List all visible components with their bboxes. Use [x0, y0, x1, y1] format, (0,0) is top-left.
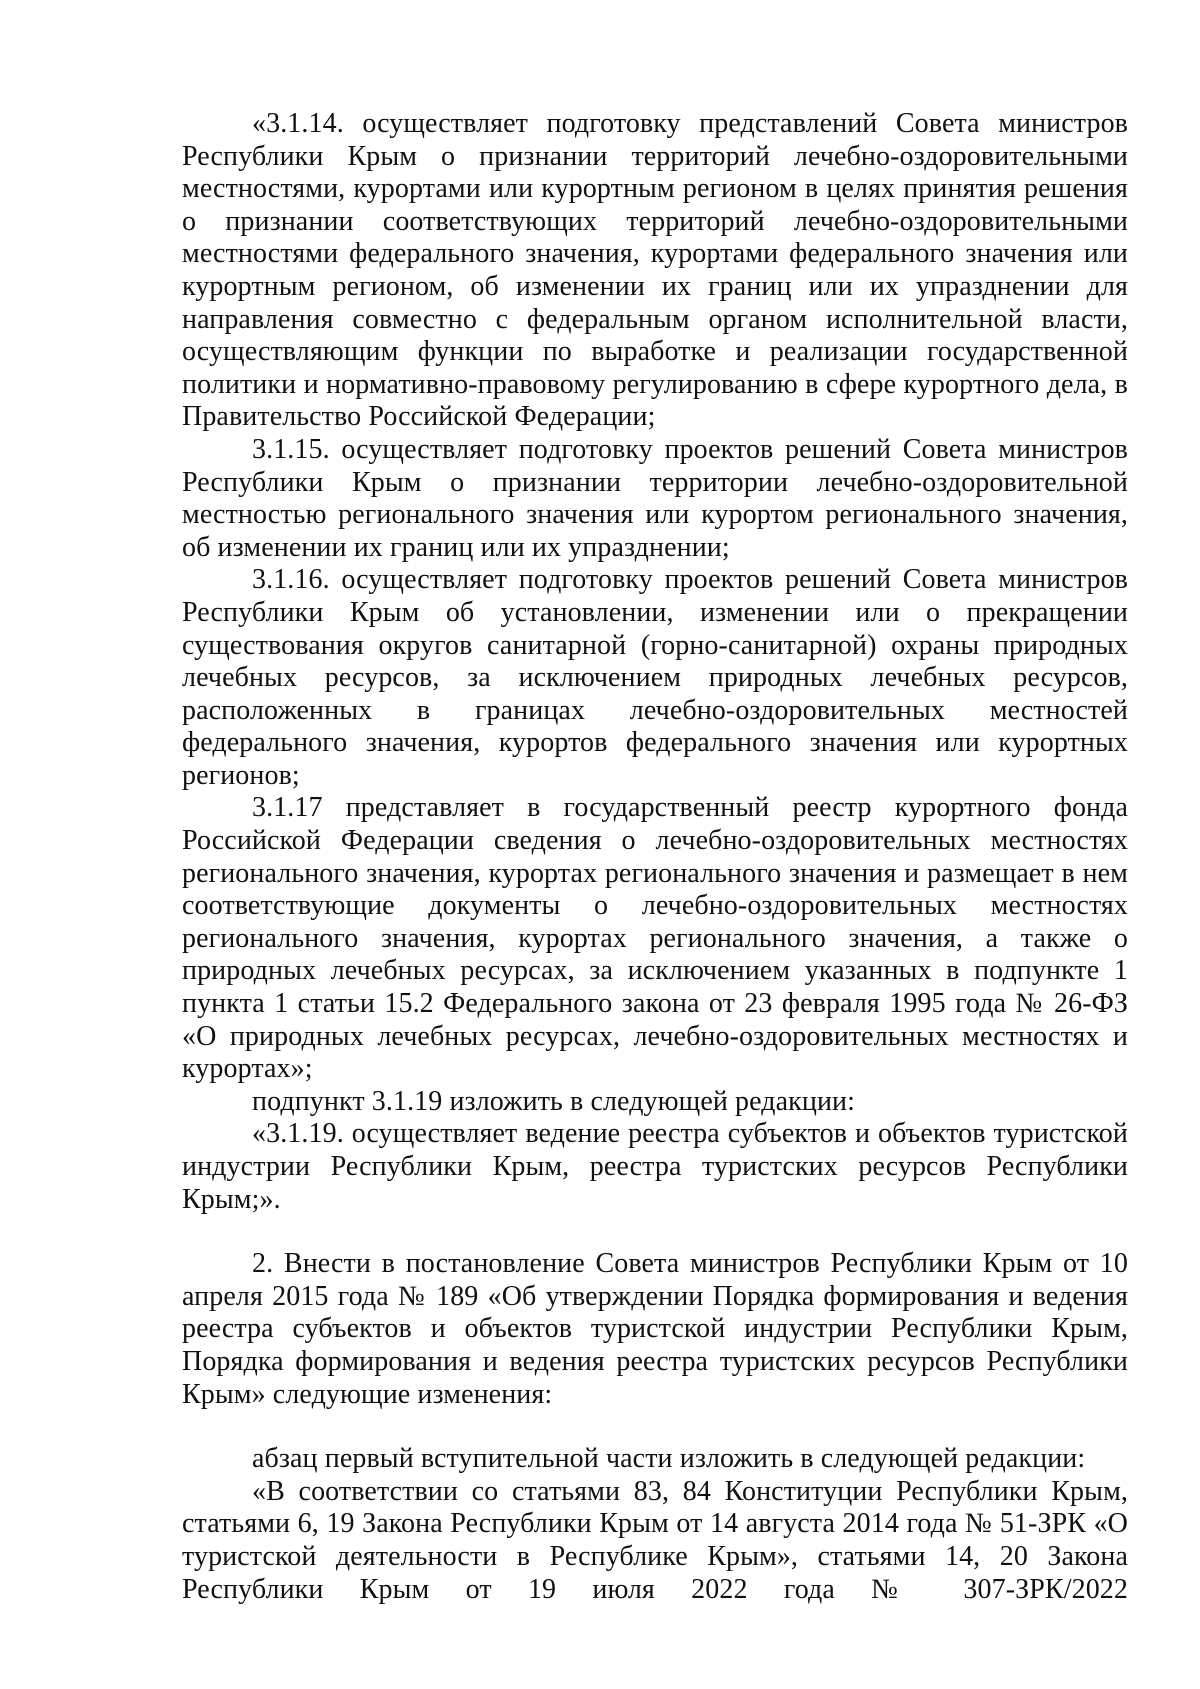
paragraph-item-2: 2. Внести в постановление Совета министров Республики Крым от 10 апреля 2015 года № 189 «Об утверждении Порядка формирования и ведения реестра субъектов и объектов туристской индустрии Республики Крым, Порядка формирования и ведения реестра туристских ресурсов Республики Крым» следующие изменения: [182, 1248, 1128, 1410]
document-page [182, 108, 1128, 1606]
paragraph-preamble-quote: «В соответствии со статьями 83, 84 Конституции Республики Крым, статьями 6, 19 Закона Республики Крым от 14 августа 2014 года № 51-ЗРК «О туристской деятельности в Республике Крым», статьями 14, 20 Закона Республики Крым от 19 июля 2022 года № 307-ЗРК/2022 [182, 1475, 1128, 1605]
paragraph-first-abzac-intro: абзац первый вступительной части изложить в следующей редакции: [252, 1443, 1086, 1475]
paragraph-3-1-19: «3.1.19. осуществляет ведение реестра субъектов и объектов туристской индустрии Республики Крым, реестра туристских ресурсов Республики Крым;». [182, 1118, 1128, 1215]
paragraph-3-1-15: 3.1.15. осуществляет подготовку проектов решений Совета министров Республики Крым о признании территории лечебно-оздоровительной местностью регионального значения или курортом регионального значения, об изменении их границ или их упразднении; [182, 433, 1128, 563]
paragraph-3-1-14: «3.1.14. осуществляет подготовку представлений Совета министров Республики Крым о признании территорий лечебно-оздоровительными местностями, курортами или курортным регионом в целях принятия решения о признании соответствующих территорий лечебно-оздоровительными местностями федерального значения, курортами федерального значения или курортным регионом, об изменении их границ или их упразднении для направления совместно с федеральным органом исполнительной власти, осуществляющим функции по выработке и реализации государственной политики и нормативно-правовому регулированию в сфере курортного дела, в Правительство Российской Федерации; [182, 108, 1128, 433]
paragraph-3-1-16: 3.1.16. осуществляет подготовку проектов решений Совета министров Республики Крым об установлении, изменении или о прекращении существования округов санитарной (горно-санитарной) охраны природных лечебных ресурсов, за исключением природных лечебных ресурсов, расположенных в границах лечебно-оздоровительных местностей федерального значения, курортов федерального значения или курортных регионов; [182, 564, 1128, 791]
paragraph-subpoint-3-1-19-intro: подпункт 3.1.19 изложить в следующей редакции: [252, 1085, 856, 1117]
paragraph-3-1-17: 3.1.17 представляет в государственный реестр курортного фонда Российской Федерации сведения о лечебно-оздоровительных местностях регионального значения, курортах регионального значения и размещает в нем соответствующие документы о лечебно-оздоровительных местностях регионального значения, курортах регионального значения, а также о природных лечебных ресурсах, за исключением указанных в подпункте 1 пункта 1 статьи 15.2 Федерального закона от 23 февраля 1995 года № 26-ФЗ «О природных лечебных ресурсах, лечебно-оздоровительных местностях и курортах»; [182, 792, 1128, 1085]
